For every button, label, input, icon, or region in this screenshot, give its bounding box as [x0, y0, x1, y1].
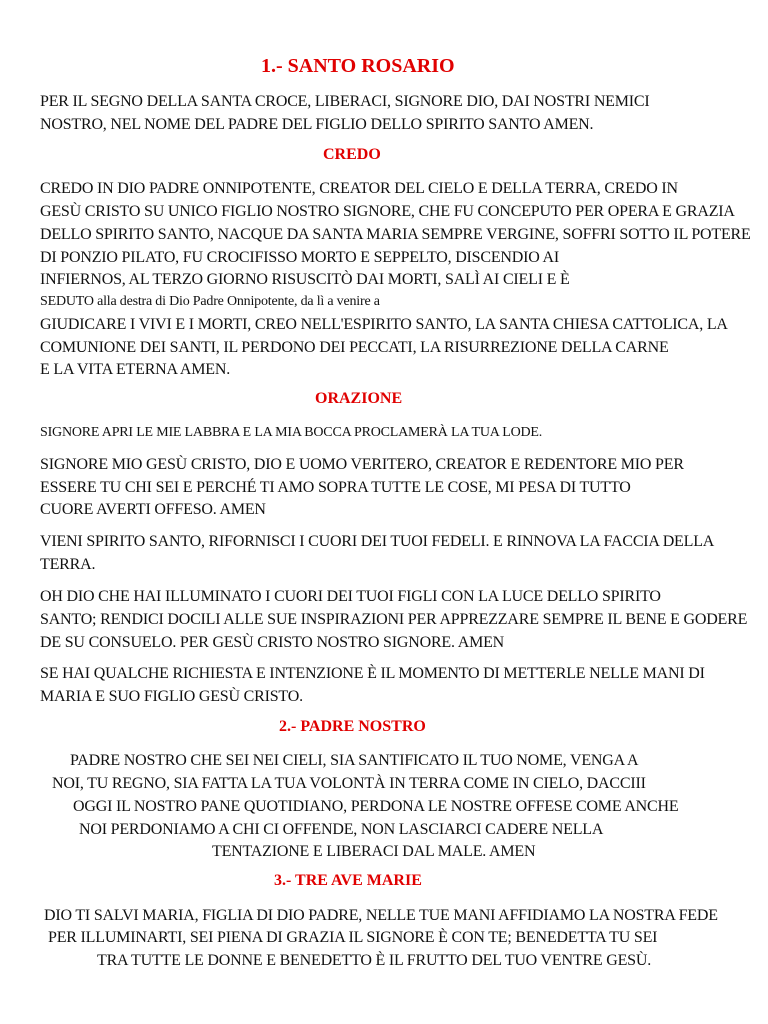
credo-heading: CREDO — [323, 146, 381, 163]
orazione-line: DE SU CONSUELO. PER GESÙ CRISTO NOSTRO SIGNORE. AMEN — [40, 634, 505, 651]
orazione-line: SIGNORE MIO GESÙ CRISTO, DIO E UOMO VERITERO, CREATOR E REDENTORE MIO PER — [40, 456, 684, 473]
credo-line: COMUNIONE DEI SANTI, IL PERDONO DEI PECCATI, LA RISURREZIONE DELLA CARNE — [40, 339, 669, 356]
ave-maria-line: TRA TUTTE LE DONNE E BENEDETTO È IL FRUTTO DEL TUO VENTRE GESÙ. — [97, 952, 652, 969]
intro-line: PER IL SEGNO DELLA SANTA CROCE, LIBERACI, SIGNORE DIO, DAI NOSTRI NEMICI — [40, 93, 650, 110]
orazione-line: OH DIO CHE HAI ILLUMINATO I CUORI DEI TUOI FIGLI CON LA LUCE DELLO SPIRITO — [40, 588, 661, 605]
orazione-heading: ORAZIONE — [315, 390, 403, 407]
credo-line: GESÙ CRISTO SU UNICO FIGLIO NOSTRO SIGNORE, CHE FU CONCEPUTO PER OPERA E GRAZIA — [40, 203, 735, 220]
orazione-line: SANTO; RENDICI DOCILI ALLE SUE INSPIRAZIONI PER APPREZZARE SEMPRE IL BENE E GODERE — [40, 611, 748, 628]
ave-maria-line: DIO TI SALVI MARIA, FIGLIA DI DIO PADRE, NELLE TUE MANI AFFIDIAMO LA NOSTRA FEDE — [44, 907, 718, 924]
padre-nostro-line: OGGI IL NOSTRO PANE QUOTIDIANO, PERDONA LE NOSTRE OFFESE COME ANCHE — [73, 798, 679, 815]
credo-line: CREDO IN DIO PADRE ONNIPOTENTE, CREATOR DEL CIELO E DELLA TERRA, CREDO IN — [40, 180, 678, 197]
padre-nostro-line: NOI, TU REGNO, SIA FATTA LA TUA VOLONTÀ IN TERRA COME IN CIELO, DACCIII — [52, 775, 646, 792]
padre-nostro-line: NOI PERDONIAMO A CHI CI OFFENDE, NON LASCIARCI CADERE NELLA — [79, 821, 604, 838]
intro-line: NOSTRO, NEL NOME DEL PADRE DEL FIGLIO DELLO SPIRITO SANTO AMEN. — [40, 116, 594, 133]
padre-nostro-line: TENTAZIONE E LIBERACI DAL MALE. AMEN — [212, 843, 536, 860]
orazione-line: ESSERE TU CHI SEI E PERCHÉ TI AMO SOPRA TUTTE LE COSE, MI PESA DI TUTTO — [40, 479, 631, 496]
credo-line: E LA VITA ETERNA AMEN. — [40, 361, 231, 378]
page-title: 1.- SANTO ROSARIO — [261, 55, 455, 77]
padre-nostro-heading: 2.- PADRE NOSTRO — [279, 718, 426, 735]
orazione-line: VIENI SPIRITO SANTO, RIFORNISCI I CUORI DEI TUOI FEDELI. E RINNOVA LA FACCIA DELLA — [40, 533, 715, 550]
ave-maria-line: PER ILLUMINARTI, SEI PIENA DI GRAZIA IL SIGNORE È CON TE; BENEDETTA TU SEI — [48, 929, 658, 946]
orazione-paragraph-1: SIGNORE APRI LE MIE LABBRA E LA MIA BOCCA PROCLAMERÀ LA TUA LODE. — [40, 425, 543, 440]
padre-nostro-line: PADRE NOSTRO CHE SEI NEI CIELI, SIA SANTIFICATO IL TUO NOME, VENGA A — [70, 752, 639, 769]
credo-line: SEDUTO alla destra di Dio Padre Onnipotente, da lì a venire a — [40, 294, 380, 309]
orazione-line: SE HAI QUALCHE RICHIESTA E INTENZIONE È IL MOMENTO DI METTERLE NELLE MANI DI — [40, 665, 705, 682]
credo-line: GIUDICARE I VIVI E I MORTI, CREO NELL'ESPIRITO SANTO, LA SANTA CHIESA CATTOLICA, LA — [40, 316, 728, 333]
ave-maria-heading: 3.- TRE AVE MARIE — [274, 872, 422, 889]
orazione-line: TERRA. — [40, 556, 96, 573]
credo-line: DI PONZIO PILATO, FU CROCIFISSO MORTO E SEPPELTO, DISCENDIO AI — [40, 249, 560, 266]
credo-line: DELLO SPIRITO SANTO, NACQUE DA SANTA MARIA SEMPRE VERGINE, SOFFRI SOTTO IL POTERE — [40, 226, 751, 243]
credo-line: INFIERNOS, AL TERZO GIORNO RISUSCITÒ DAI MORTI, SALÌ AI CIELI E È — [40, 271, 570, 288]
orazione-line: MARIA E SUO FIGLIO GESÙ CRISTO. — [40, 688, 303, 705]
orazione-line: CUORE AVERTI OFFESO. AMEN — [40, 501, 266, 518]
